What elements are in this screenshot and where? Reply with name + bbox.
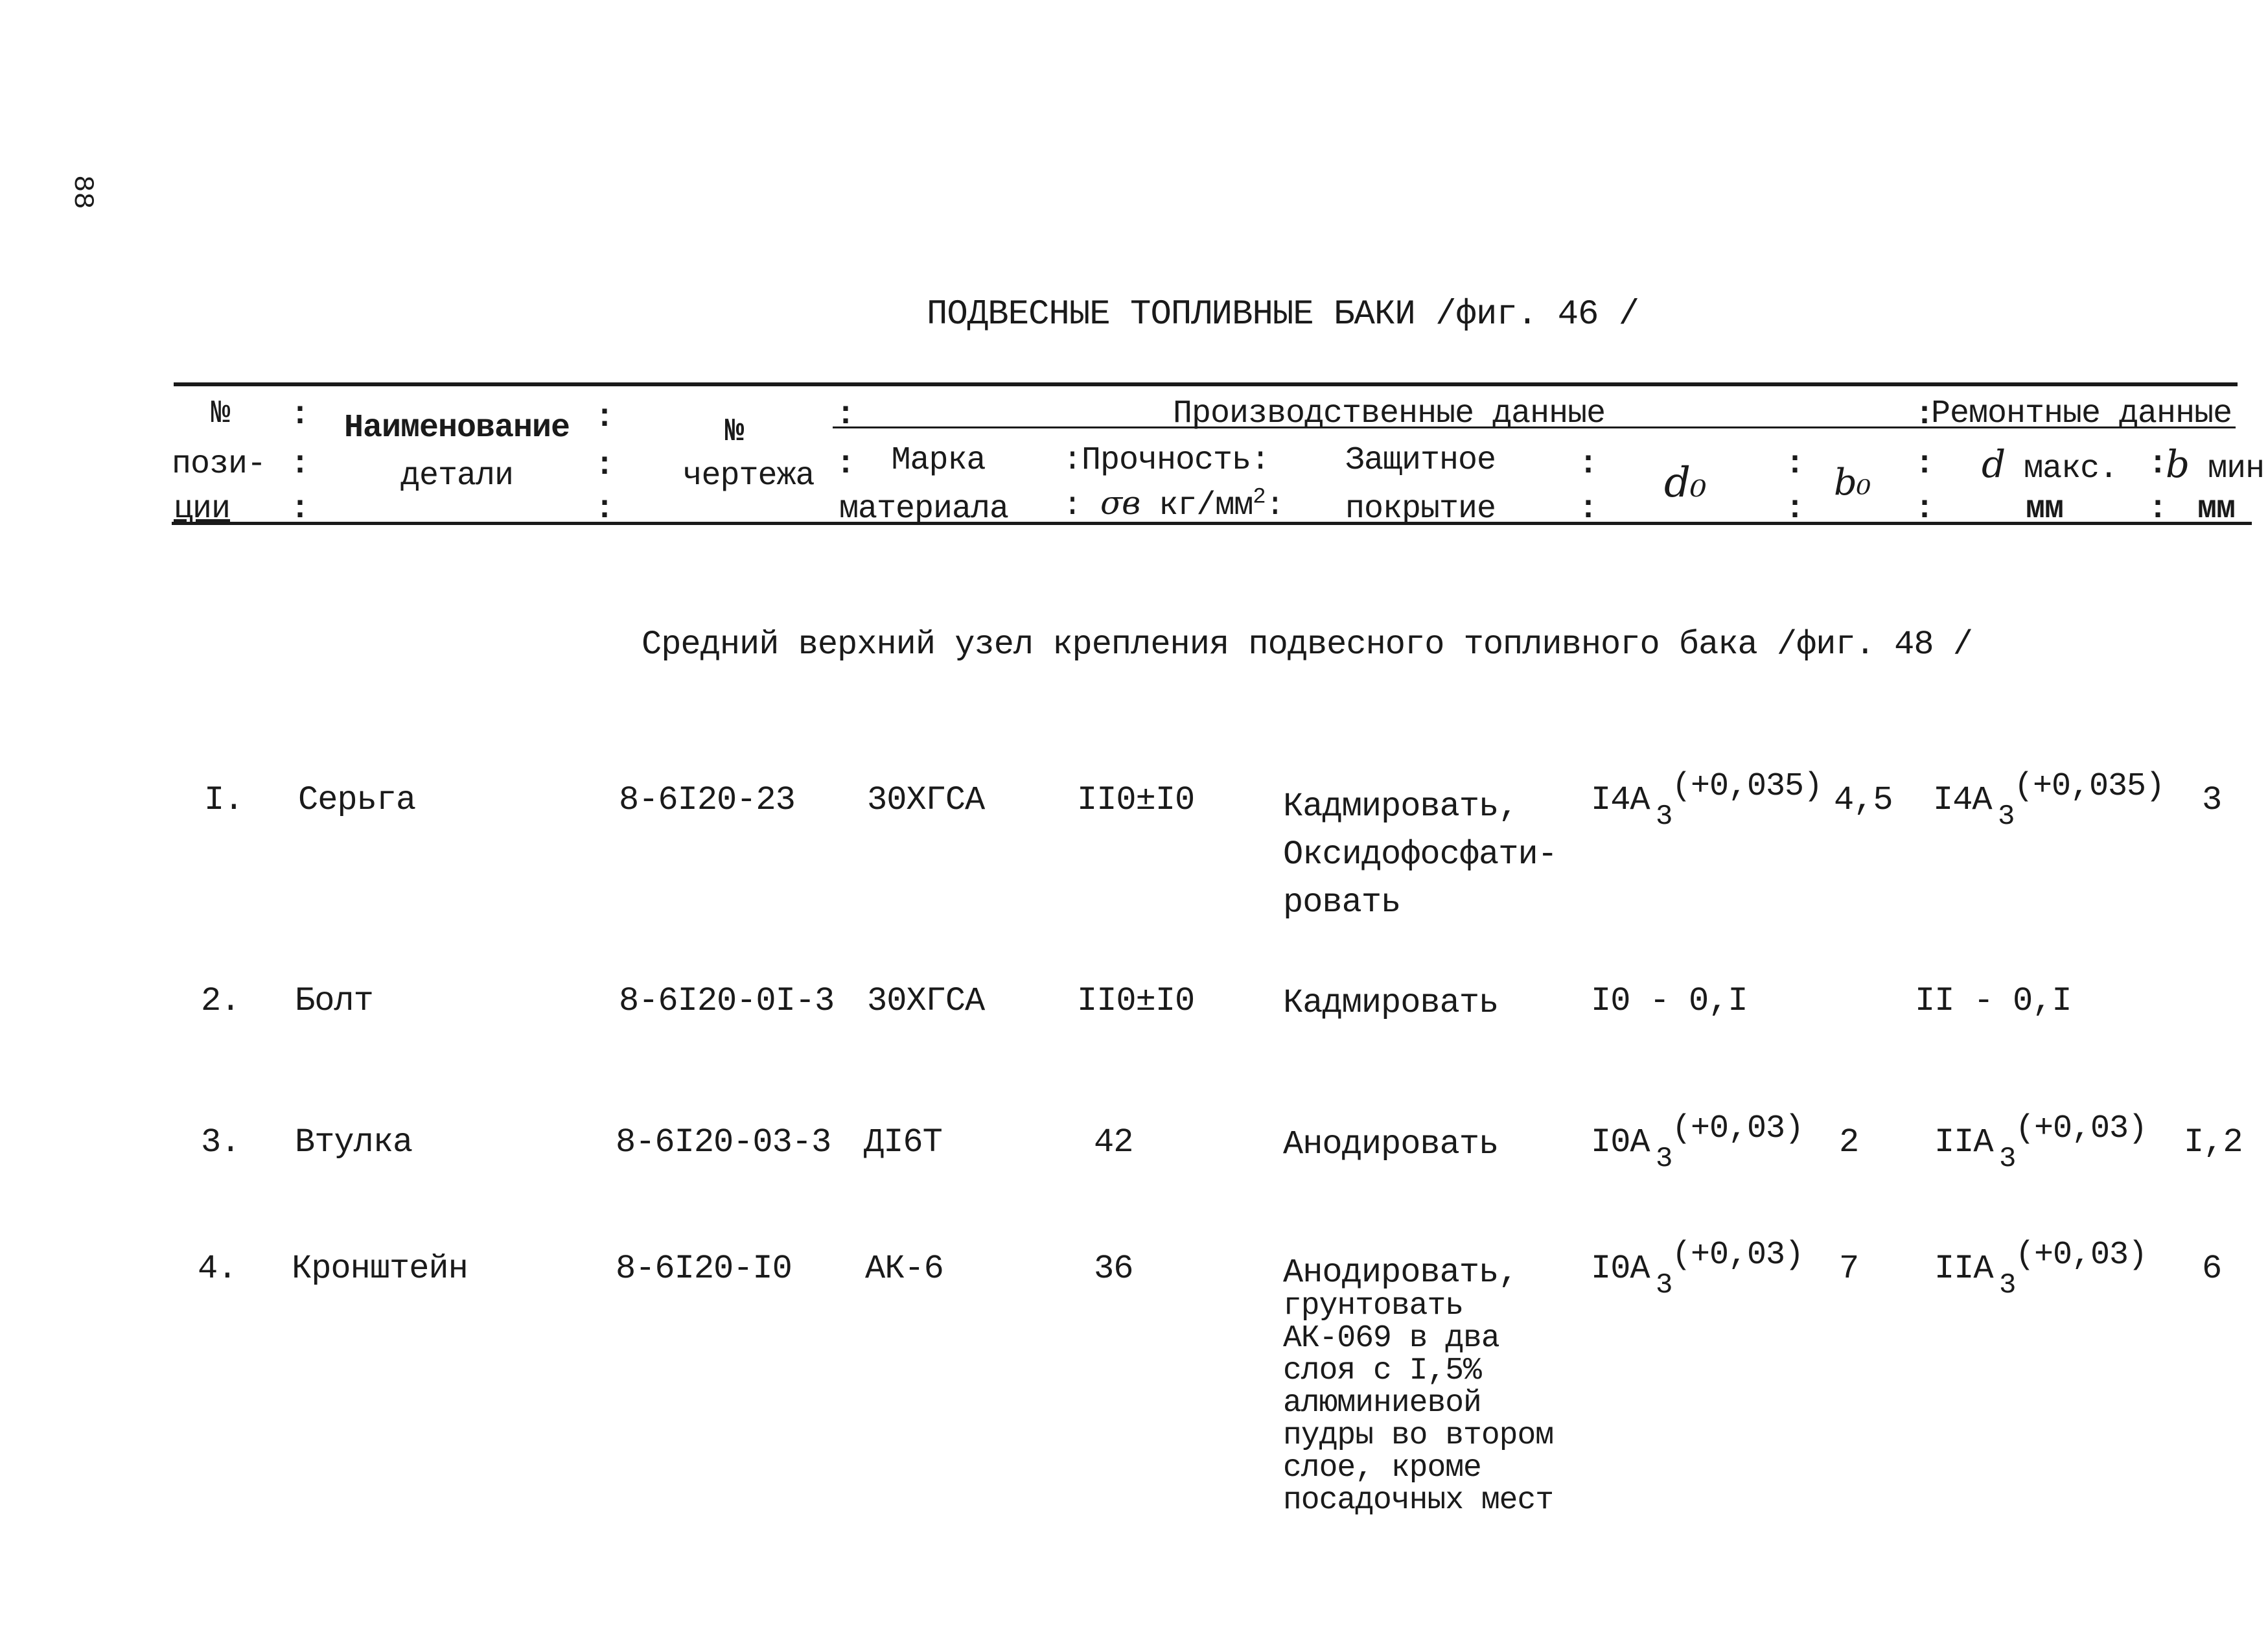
colon-sep: :: [1579, 491, 1599, 528]
section-title: Средний верхний узел крепления подвесного топливного бака /фиг. 48 /: [642, 625, 1973, 664]
colon-sep: :: [836, 446, 856, 483]
row-d0: [1591, 1237, 1804, 1301]
header-coating-2: покрытие: [1345, 491, 1496, 528]
header-bmin-unit: мм: [2197, 491, 2236, 528]
row-material: 30ХГСА: [867, 781, 985, 819]
row-name: Втулка: [295, 1123, 413, 1161]
row-dmax-sup: (+0,03): [2015, 1110, 2147, 1147]
row-coating: Анодировать: [1283, 1125, 1499, 1163]
row-d0-sub: 3: [1656, 1143, 1672, 1175]
row-d0-sup: (+0,035): [1672, 768, 1823, 805]
row-d0-sup: (+0,03): [1672, 1237, 1804, 1274]
header-top-rule: [174, 382, 2238, 386]
header-material-2: материала: [839, 491, 1009, 528]
header-strength-symbol: σв: [1100, 484, 1140, 522]
header-name: Наименование: [343, 410, 570, 447]
row-dmax: [1933, 768, 2165, 833]
header-strength-unit-line: : σв $кг/мм^2$:: [1063, 484, 1284, 524]
row-strength: II0±I0: [1077, 781, 1195, 819]
header-bmin-symbol: b: [2166, 442, 2190, 486]
row-coating: Анодировать,: [1283, 1254, 1518, 1292]
header-dmax: [1982, 442, 2118, 487]
row-d0-base: I4A: [1591, 781, 1650, 819]
colon-sep: :: [595, 399, 615, 436]
header-material: Марка: [891, 442, 986, 479]
row-dmax: [1934, 1237, 2147, 1301]
colon-sep: :: [1915, 397, 1935, 434]
row-material: АК-6: [865, 1250, 943, 1288]
row-b0: 4,5: [1834, 781, 1893, 819]
row-dmax-sup: (+0,035): [2014, 768, 2165, 805]
row-dmax-sup: (+0,03): [2015, 1237, 2147, 1274]
header-bmin-label: мин: [2208, 450, 2265, 487]
header-dmax-unit: мм: [2025, 491, 2064, 528]
row-dmax: II - 0,I: [1915, 982, 2072, 1020]
row-dmax-base: I4A: [1933, 781, 1992, 819]
row-drawing: 8-6I20-I0: [616, 1250, 792, 1288]
row-dmax: [1934, 1110, 2147, 1175]
header-strength-label: Прочность: [1082, 442, 1251, 479]
row-dmax-sub: 3: [1999, 1143, 2016, 1175]
row-dmax-sub: 3: [1998, 800, 2015, 833]
header-pos-no: №: [211, 395, 230, 432]
colon-sep: :: [1785, 491, 1805, 528]
colon-sep: :: [290, 491, 310, 528]
header-b0: b₀: [1834, 461, 1871, 504]
header-production-data: Производственные данные: [1173, 395, 1606, 432]
colon-sep: :: [1915, 491, 1935, 528]
header-bmin: [2166, 442, 2264, 487]
page-number: 88: [66, 175, 98, 209]
row-number: 3.: [201, 1123, 240, 1161]
row-number: I.: [204, 781, 244, 819]
header-pos-label-2: ции: [174, 491, 231, 528]
colon-sep: :: [290, 397, 310, 434]
row-dmax-base: IIA: [1934, 1123, 1993, 1161]
row-d0-base: I0A: [1591, 1123, 1650, 1161]
colon-sep: :: [595, 447, 615, 484]
header-drawing-no: №: [724, 414, 744, 450]
row-bmin: 3: [2202, 781, 2222, 819]
row-number: 2.: [201, 982, 240, 1020]
row-coating: Кадмировать, Оксидофосфати- ровать: [1283, 788, 1557, 922]
row-d0: [1591, 1110, 1804, 1175]
row-d0-base: I0A: [1591, 1250, 1650, 1288]
row-strength: II0±I0: [1077, 982, 1195, 1020]
colon-sep: :: [1915, 446, 1935, 483]
header-drawing: чертежа: [682, 458, 815, 495]
row-b0: 2: [1839, 1123, 1859, 1161]
header-pos-label: пози-: [172, 446, 266, 483]
row-drawing: 8-6I20-03-3: [616, 1123, 831, 1161]
colon-sep: :: [290, 446, 310, 483]
colon-sep: :: [836, 397, 856, 434]
row-d0: I0 - 0,I: [1591, 982, 1748, 1020]
row-name: Серьга: [298, 781, 416, 819]
row-name: Болт: [295, 982, 373, 1020]
colon-sep: :: [1785, 446, 1805, 483]
row-d0-sup: (+0,03): [1672, 1110, 1804, 1147]
row-b0: 7: [1839, 1250, 1859, 1288]
row-dmax-sub: 3: [1999, 1269, 2016, 1301]
row-material: ДI6Т: [864, 1123, 942, 1161]
header-name-2: детали: [400, 458, 514, 495]
header-strength-unit: кг/мм: [1159, 487, 1253, 524]
header-dmax-label: макс.: [2024, 450, 2118, 487]
row-bmin: 6: [2202, 1250, 2222, 1288]
header-coating: Защитное: [1345, 442, 1496, 479]
row-number: 4.: [198, 1250, 237, 1288]
row-strength: 36: [1094, 1250, 1133, 1288]
row-d0: [1591, 768, 1823, 833]
header-strength-exp: 2: [1253, 485, 1266, 510]
page-title: ПОДВЕСНЫЕ ТОПЛИВНЫЕ БАКИ /фиг. 46 /: [927, 295, 1639, 334]
row-drawing: 8-6I20-23: [619, 781, 795, 819]
row-name: Кронштейн: [292, 1250, 468, 1288]
row-coating: Кадмировать: [1283, 984, 1499, 1022]
header-repair-data: Ремонтные данные: [1931, 395, 2232, 432]
header-dmax-symbol: d: [1982, 442, 2006, 486]
colon-sep: :: [2148, 491, 2168, 528]
colon-sep: :: [2148, 446, 2168, 483]
row-coating-detail: грунтовать АК-069 в два слоя с I,5% алюминиевой пудры во втором слое, кроме посадочных мест: [1283, 1289, 1554, 1518]
row-drawing: 8-6I20-0I-3: [619, 982, 835, 1020]
header-d0: d₀: [1664, 459, 1706, 507]
row-strength: 42: [1094, 1123, 1133, 1161]
colon-sep: :: [595, 491, 615, 528]
row-d0-sub: 3: [1656, 800, 1672, 833]
header-strength: :Прочность:: [1063, 442, 1270, 479]
row-bmin: I,2: [2184, 1123, 2243, 1161]
row-d0-sub: 3: [1656, 1269, 1672, 1301]
row-dmax-base: IIA: [1934, 1250, 1993, 1288]
colon-sep: :: [1579, 446, 1599, 483]
row-material: 30ХГСА: [867, 982, 985, 1020]
